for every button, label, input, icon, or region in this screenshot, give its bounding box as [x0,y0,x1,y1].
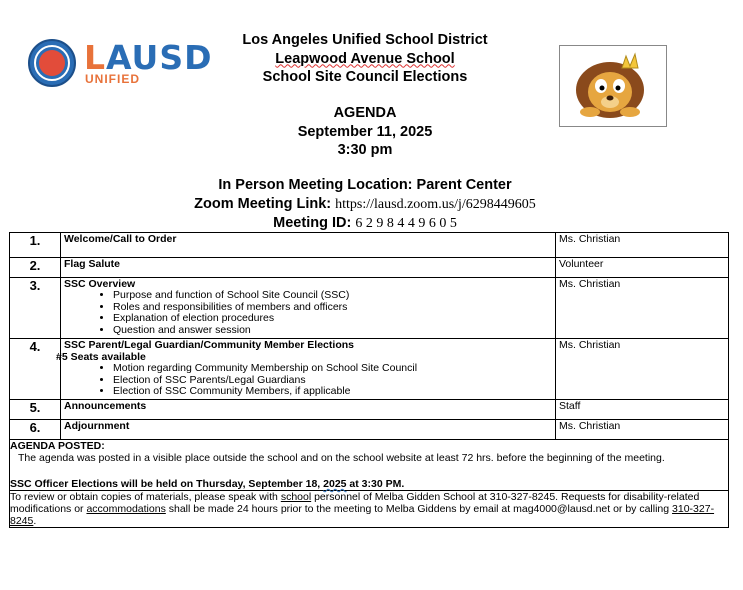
meeting-id-label: Meeting ID: [273,215,356,231]
lausd-seal-icon [28,39,76,87]
item-presenter: Ms. Christian [556,233,729,258]
list-item: • Election of SSC Parents/Legal Guardians [113,375,552,387]
item-title: SSC Parent/Legal Guardian/Community Member Elections [64,339,354,351]
officer-elections: SSC Officer Elections will be held on Thursday, September 18, 2025 at 3:30 PM. [10,478,405,490]
table-row [10,420,729,440]
table-row [10,400,729,420]
item-presenter: Ms. Christian [556,420,729,440]
item-number: 1. [10,233,61,258]
item-title: Welcome/Call to Order [64,233,177,245]
table-row [10,278,729,339]
agenda-heading [140,104,590,160]
list-item: • Purpose and function of School Site Council (SSC) [113,290,552,302]
zoom-label: Zoom Meeting Link: [194,195,336,212]
list-item: • Explanation of election procedures [113,313,552,325]
zoom-link[interactable]: https://lausd.zoom.us/j/6298449605 [335,196,536,212]
agenda-date: September 11, 2025 [297,123,433,140]
agenda-table [9,232,729,528]
list-item: • Question and answer session [113,325,552,337]
item-number: 3. [10,278,61,339]
list-item: • Election of SSC Community Members, if applicable [113,386,552,398]
meeting-id-value: 6 2 9 8 4 4 9 6 0 5 [355,216,457,231]
footer-row [10,491,729,528]
council-title: School Site Council Elections [262,69,468,85]
meeting-location: In Person Meeting Location: Parent Center [218,177,512,193]
item-presenter: Ms. Christian [556,339,729,400]
district-name: Los Angeles Unified School District [242,32,488,48]
item-number: 6. [10,420,61,440]
logo-sub: UNIFIED [85,72,140,86]
item-title: Announcements [64,400,147,412]
list-item: • Roles and responsibilities of members and officers [113,302,552,314]
lion-mascot-icon [560,46,666,126]
agenda-title: AGENDA [333,105,397,121]
agenda-time: 3:30 pm [337,142,393,158]
item-title: Flag Salute [64,258,121,270]
logo-brand: LAUSD [84,38,213,77]
table-row [10,233,729,258]
item-subtitle: #5 Seats available [56,351,146,363]
posted-row [10,440,729,491]
item-title: SSC Overview [64,278,136,290]
lion-mascot-image [559,45,667,127]
item-number: 5. [10,400,61,420]
table-row [10,339,729,400]
document-header [140,31,590,87]
item-bullets [64,290,552,336]
item-bullets [64,363,552,398]
item-title: Adjournment [64,420,130,432]
table-row [10,258,729,278]
posted-title: AGENDA POSTED: [10,440,105,452]
school-name: Leapwood Avenue School [275,50,455,67]
meeting-info [140,176,590,234]
item-number: 4. [10,339,61,400]
item-presenter: Volunteer [556,258,729,278]
item-presenter: Staff [556,400,729,420]
posted-text: The agenda was posted in a visible place outside the school and on the school website at least 72 hrs. before the beginning of the meeting. [18,452,665,464]
item-presenter: Ms. Christian [556,278,729,339]
footer-notice: To review or obtain copies of materials, please speak with school personnel of Melba Gidden School at 310-327-8245. Requests for disability-related modifications or accommodations shall be made 24 hours prior to the meeting to Melba Giddens by email at mag4000@lausd.net or by calling 310-327-8245. [10,491,729,528]
list-item: • Motion regarding Community Membership on School Site Council [113,363,552,375]
item-number: 2. [10,258,61,278]
